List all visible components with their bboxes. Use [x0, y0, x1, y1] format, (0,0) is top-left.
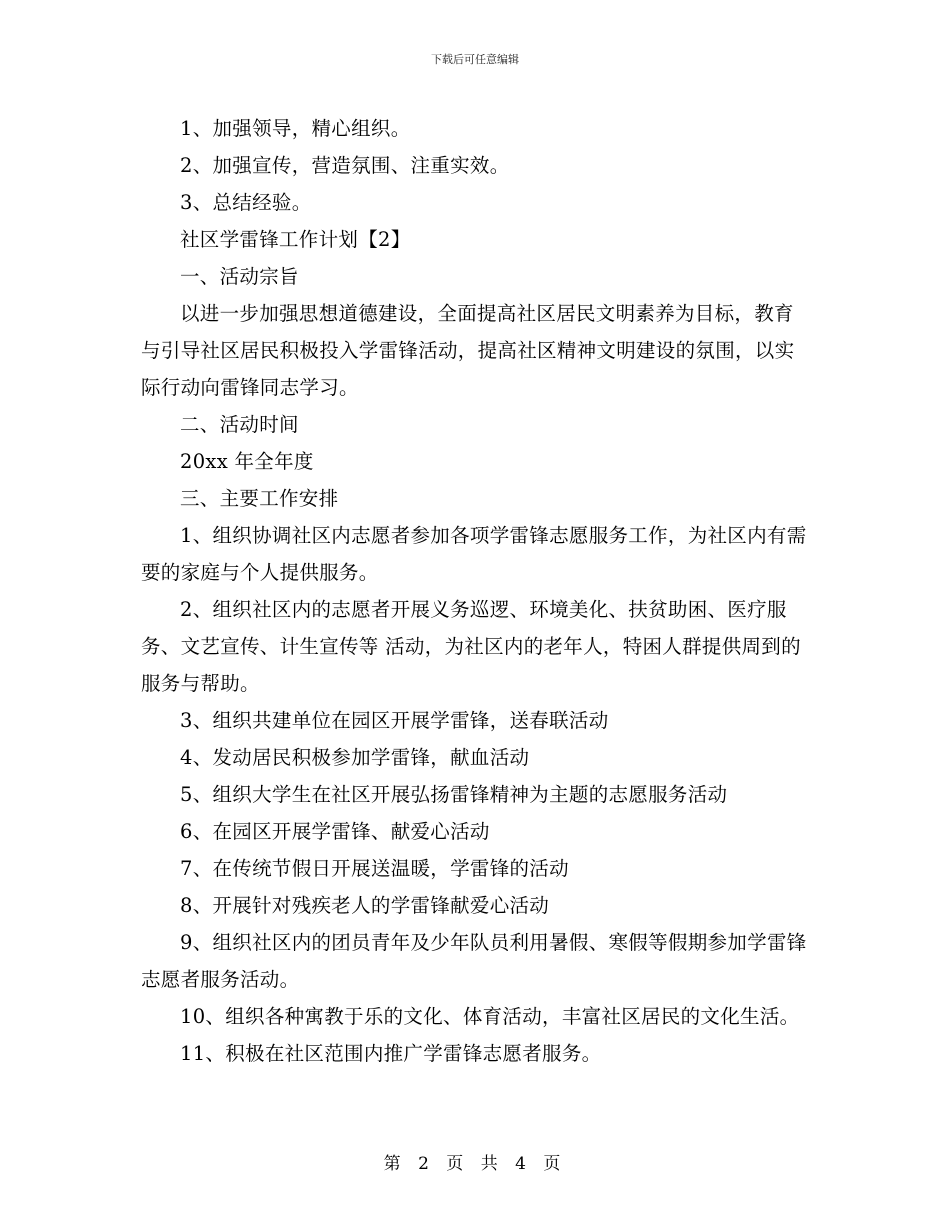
paragraph: 1、加强领导，精心组织。 [180, 117, 411, 140]
paragraph: 20xx 年全年度 [180, 450, 314, 473]
list-item: 10、组织各种寓教于乐的文化、体育活动，丰富社区居民的文化生活。 [180, 1005, 800, 1028]
paragraph: 2、加强宣传，营造氛围、注重实效。 [180, 154, 510, 177]
list-item: 1、组织协调社区内志愿者参加各项学雷锋志愿服务工作，为社区内有需要的家庭与个人提供服务。 [141, 524, 807, 584]
list-item: 8、开展针对残疾老人的学雷锋献爱心活动 [180, 894, 550, 917]
list-item: 9、组织社区内的团员青年及少年队员利用暑假、寒假等假期参加学雷锋志愿者服务活动。 [141, 931, 807, 991]
paragraph: 3、总结经验。 [180, 191, 312, 214]
list-item: 11、积极在社区范围内推广学雷锋志愿者服务。 [180, 1042, 602, 1065]
section-title: 社区学雷锋工作计划【2】 [180, 228, 411, 251]
list-item: 6、在园区开展学雷锋、献爱心活动 [180, 820, 490, 843]
list-item: 2、组织社区内的志愿者开展义务巡逻、环境美化、扶贫助困、医疗服务、文艺宣传、计生宣传等 活动，为社区内的老年人，特困人群提供周到的服务与帮助。 [141, 598, 801, 695]
list-item: 5、组织大学生在社区开展弘扬雷锋精神为主题的志愿服务活动 [180, 783, 728, 806]
section-heading: 三、主要工作安排 [180, 487, 339, 510]
paragraph: 以进一步加强思想道德建设，全面提高社区居民文明素养为目标，教育与引导社区居民积极投入学雷锋活动，提高社区精神文明建设的氛围，以实际行动向雷锋同志学习。 [141, 302, 795, 399]
page-header: 下载后可任意编辑 [431, 53, 519, 66]
page-number: 第 2 页 共 4 页 [383, 1154, 567, 1174]
list-item: 4、发动居民积极参加学雷锋，献血活动 [180, 746, 530, 769]
list-item: 7、在传统节假日开展送温暖，学雷锋的活动 [180, 857, 569, 880]
list-item: 3、组织共建单位在园区开展学雷锋，送春联活动 [180, 709, 609, 732]
section-heading: 一、活动宗旨 [180, 265, 299, 288]
section-heading: 二、活动时间 [180, 413, 299, 436]
document-body [141, 110, 809, 1072]
